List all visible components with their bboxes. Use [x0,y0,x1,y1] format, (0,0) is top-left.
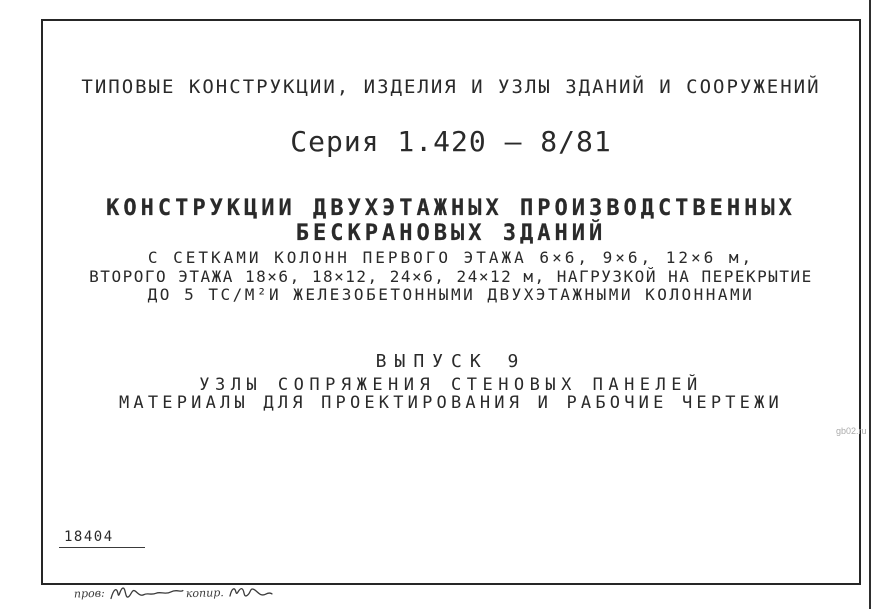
issue-subtitle-line1: УЗЛЫ СОПРЯЖЕНИЯ СТЕНОВЫХ ПАНЕЛЕЙ [199,375,703,395]
scan-edge-line [869,0,871,609]
handwritten-checked-signature [74,585,185,609]
column-grid-spec-line3: ДО 5 ТС/М²И ЖЕЛЕЗОБЕТОННЫМИ ДВУХЭТАЖНЫМИ КОЛОННАМИ [147,285,755,304]
inventory-underline [59,547,145,548]
checked-label: пров: [73,586,105,601]
inventory-number: 18404 [64,529,114,545]
main-title-line2: БЕСКРАНОВЫХ ЗДАНИЙ [295,221,607,246]
issue-subtitle-line2: МАТЕРИАЛЫ ДЛЯ ПРОЕКТИРОВАНИЯ И РАБОЧИЕ ЧЕРТЕЖИ [118,393,783,413]
signature-flourish-icon [107,583,185,605]
column-grid-spec-line1: С СЕТКАМИ КОЛОНН ПЕРВОГО ЭТАЖА 6×6, 9×6, 12×6 м, [147,248,755,267]
main-title-line1: КОНСТРУКЦИИ ДВУХЭТАЖНЫХ ПРОИЗВОДСТВЕННЫХ [106,196,796,221]
series-title: Серия 1.420 – 8/81 [290,125,612,158]
handwritten-copied-signature [186,585,274,609]
document-category-line: ТИПОВЫЕ КОНСТРУКЦИИ, ИЗДЕЛИЯ И УЗЛЫ ЗДАНИЙ И СООРУЖЕНИЙ [81,76,821,98]
copied-label: копир. [185,586,224,601]
site-watermark: gb02.ru [836,426,867,436]
column-grid-spec-line2: ВТОРОГО ЭТАЖА 18×6, 18×12, 24×6, 24×12 м, НАГРУЗКОЙ НА ПЕРЕКРЫТИЕ [89,267,813,286]
signature-flourish-icon [226,583,275,604]
issue-number-heading: ВЫПУСК 9 [375,351,527,372]
